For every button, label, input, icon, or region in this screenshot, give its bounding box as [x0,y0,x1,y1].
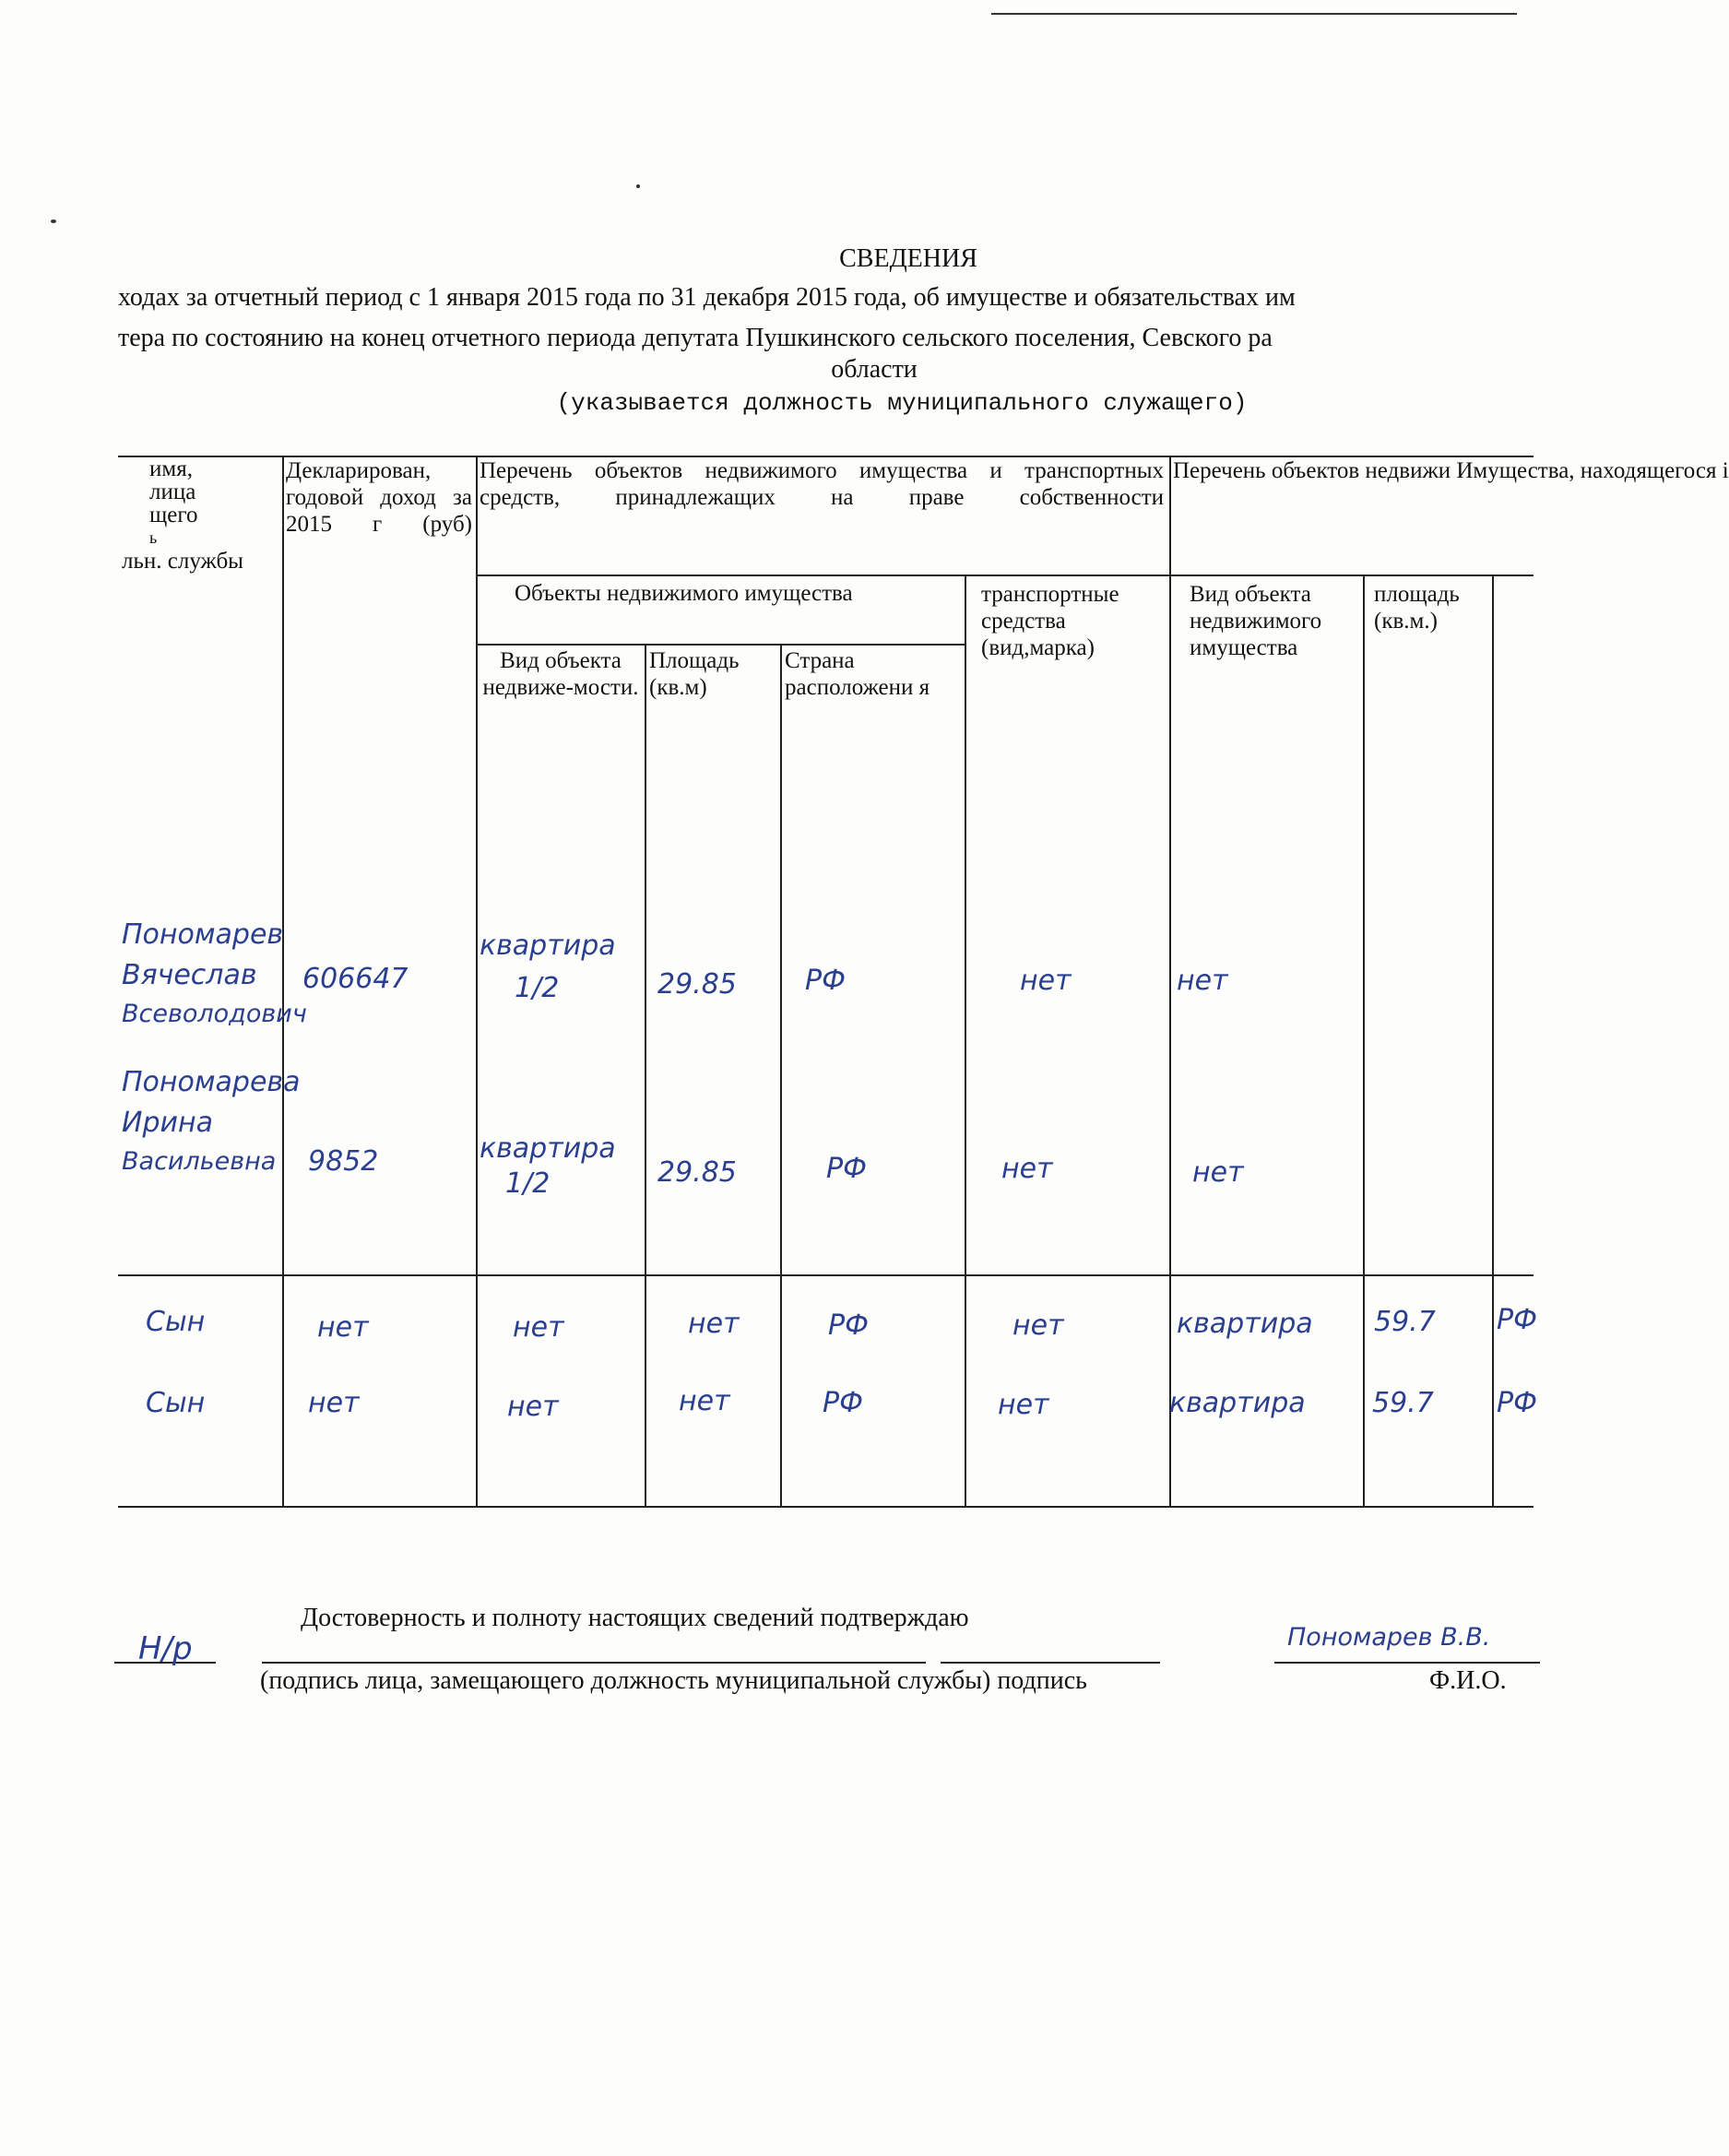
col-line [282,456,284,1508]
signature-line-mid [941,1662,1160,1664]
row2-realty-type: квартира [480,1132,616,1165]
row2-name-3: Васильевна [122,1147,277,1176]
row3-name: Сын [146,1306,206,1338]
scan-mark [636,184,640,188]
row4-transport: нет [998,1389,1049,1421]
row3-income: нет [317,1311,369,1344]
col-line [965,575,966,1508]
row4-realty-type: нет [507,1391,559,1423]
header-realty-type: Вид объекта недвиже-мости. [482,648,639,700]
header-used-area: площадь (кв.м.) [1374,582,1460,634]
scan-top-line [991,13,1517,15]
row3-realty-type: нет [513,1311,564,1344]
header-divider [476,575,1534,576]
row3-area: нет [688,1308,740,1340]
row3-used-type: квартира [1177,1308,1313,1340]
row4-used-country: РФ [1497,1387,1537,1419]
row1-share: 1/2 [515,972,560,1004]
fio-line [1274,1662,1540,1664]
heading-line-3: области [831,355,918,384]
col-line [1169,456,1171,1508]
row4-income: нет [308,1387,360,1419]
row1-income: 606647 [302,963,409,995]
heading-line-1: ходах за отчетный период с 1 января 2015 года по 31 декабря 2015 года, об имуществе и обязательствах им [118,283,1296,312]
heading-line-2: тера по состоянию на конец отчетного периода депутата Пушкинского сельского поселения, Севского ра [118,324,1273,352]
handwritten-fio: Пономарев В.В. [1287,1623,1491,1652]
row3-transport: нет [1013,1309,1064,1342]
header-used-list: Перечень объектов недвижи Имущества, находящегося і [1173,458,1729,483]
declaration-table [118,456,1729,1510]
row4-area: нет [679,1385,730,1417]
col-line [1492,575,1494,1508]
row1-transport: нет [1020,965,1072,997]
row1-realty-type: квартира [480,930,616,962]
header-subdivider [476,644,965,646]
row2-name-2: Ирина [122,1107,213,1139]
header-fio: имя, лица щего ь льн. службы [122,456,243,574]
row1-name-3: Всеволодович [122,1000,307,1028]
row4-country: РФ [823,1387,863,1419]
header-realty: Объекты недвижимого имущества [515,581,853,606]
scan-mark [51,219,56,223]
row2-country: РФ [826,1153,867,1185]
row3-used-country: РФ [1497,1304,1537,1336]
row3-country: РФ [828,1309,869,1342]
row1-country: РФ [805,965,846,997]
signature-caption: (подпись лица, замещающего должность муниципальной службы) подпись [260,1666,1087,1695]
header-owned-list: Перечень объектов недвижимого имущества и транспортных средств, принадлежащих на праве собственности [480,458,1164,510]
row2-area: 29.85 [657,1156,737,1189]
row1-used-type: нет [1177,965,1228,997]
row1-area: 29.85 [657,968,737,1001]
row-divider [118,1274,1534,1276]
row1-name-1: Пономарев [122,918,284,951]
table-bottom-border [118,1506,1534,1508]
col-line [476,456,478,1508]
position-note: (указывается должность муниципального служащего) [556,389,1248,417]
row4-used-area: 59.7 [1372,1387,1434,1419]
header-country: Страна расположени я [785,648,930,700]
row4-used-type: квартира [1169,1387,1306,1419]
row2-used-type: нет [1192,1156,1244,1189]
header-transport: транспортные средства (вид,марка) [981,582,1119,660]
confirm-text: Достоверность и полноту настоящих сведений подтверждаю [301,1604,969,1632]
row2-name-1: Пономарева [122,1066,301,1098]
row4-name: Сын [146,1387,206,1419]
document-title: СВЕДЕНИЯ [839,244,977,273]
header-income: Декларирован, годовой доход за 2015 г (руб) [286,458,472,537]
row2-transport: нет [1001,1153,1053,1185]
col-line [1363,575,1365,1508]
fio-caption: Ф.И.О. [1429,1666,1507,1695]
row1-name-2: Вячеслав [122,959,257,991]
row2-share: 1/2 [505,1167,551,1200]
col-line [645,644,646,1508]
row2-income: 9852 [308,1145,379,1178]
header-area: Площадь (кв.м) [649,648,740,700]
row3-used-area: 59.7 [1374,1306,1436,1338]
col-line [780,644,782,1508]
signature-line-center [262,1662,926,1664]
handwritten-signature: Н/р [138,1630,193,1667]
header-used-type: Вид объекта недвижимого имущества [1190,582,1322,660]
